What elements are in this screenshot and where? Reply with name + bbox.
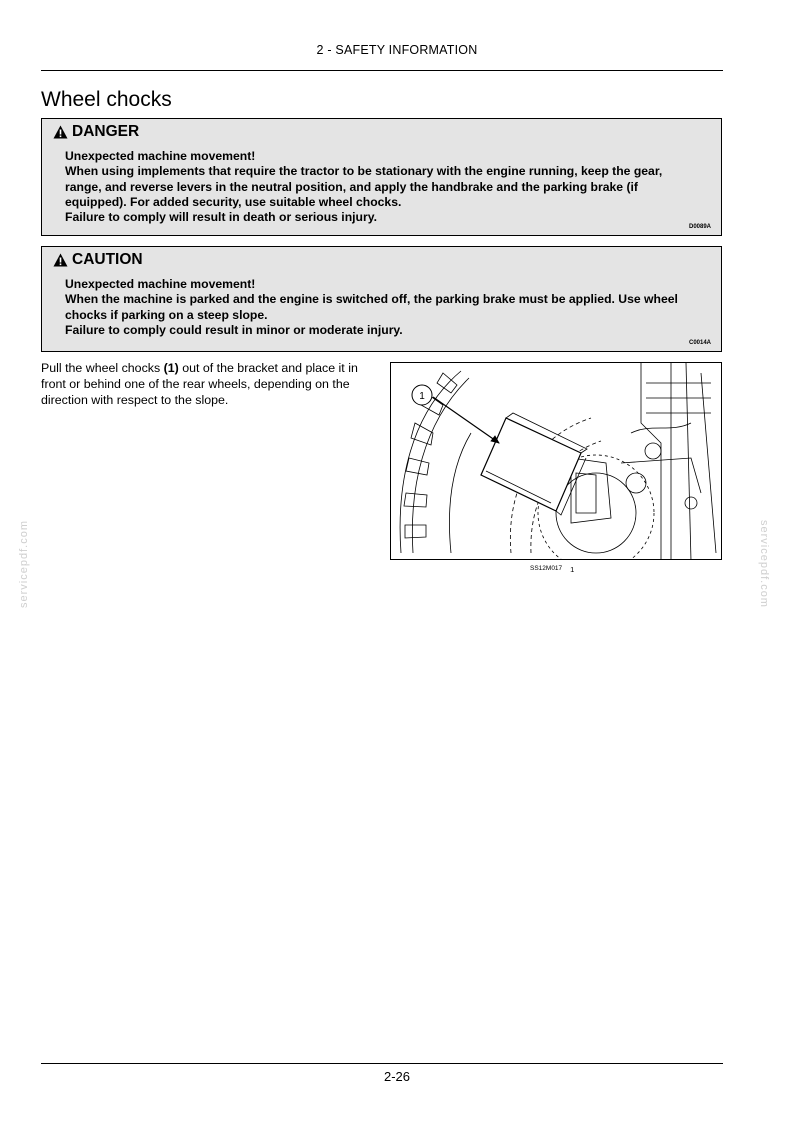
figure-callout: 1: [419, 391, 425, 402]
figure-code: SS12M017: [530, 565, 563, 572]
footer-rule: [41, 1063, 723, 1064]
warning-triangle-icon: [53, 253, 68, 267]
caution-box: [41, 246, 722, 352]
caution-line-3: Failure to comply could result in minor or moderate injury.: [65, 322, 403, 337]
header-rule: [41, 70, 723, 71]
tractor-wheel-drawing: [391, 363, 722, 560]
instruction-ref: (1): [163, 361, 179, 375]
instruction-part-1: Pull the wheel chocks: [41, 361, 164, 375]
warning-triangle-icon: [53, 125, 68, 139]
watermark-left: servicepdf.com: [18, 520, 30, 608]
danger-box: [41, 118, 722, 236]
page-number: 2-26: [383, 1069, 411, 1084]
instruction-text: [41, 360, 381, 408]
figure-number: 1: [570, 565, 575, 574]
caution-code: C0014A: [688, 340, 711, 346]
danger-line-3: Failure to comply will result in death or serious injury.: [65, 210, 377, 225]
caution-line-2: When the machine is parked and the engine is switched off, the parking brake must be applied. Use wheel chocks if parking on a steep slope.: [65, 292, 678, 322]
figure-caption: [530, 565, 574, 574]
caution-text: [65, 277, 701, 338]
danger-heading: [53, 123, 139, 141]
page-title: Wheel chocks: [41, 88, 172, 111]
wheel-chock-illustration: [390, 362, 722, 560]
watermark-right: servicepdf.com: [758, 520, 770, 608]
caution-label: CAUTION: [72, 251, 143, 268]
danger-code: D0089A: [688, 224, 711, 230]
instruction-part-2: out of the bracket and place it in front or behind one of the rear wheels, depending on the direction with respect to the slope.: [41, 361, 358, 407]
danger-text: [65, 149, 701, 225]
danger-line-2: When using implements that require the tractor to be stationary with the engine running, keep the gear, range, and reverse levers in the neutral position, and apply the handbrake and the parking brake (if equipped). For added security, use suitable wheel chocks.: [65, 164, 663, 209]
danger-line-1: Unexpected machine movement!: [65, 149, 256, 163]
caution-heading: [53, 251, 143, 269]
caution-line-1: Unexpected machine movement!: [65, 277, 256, 291]
running-header: 2 - SAFETY INFORMATION: [316, 43, 478, 57]
danger-label: DANGER: [72, 123, 140, 140]
